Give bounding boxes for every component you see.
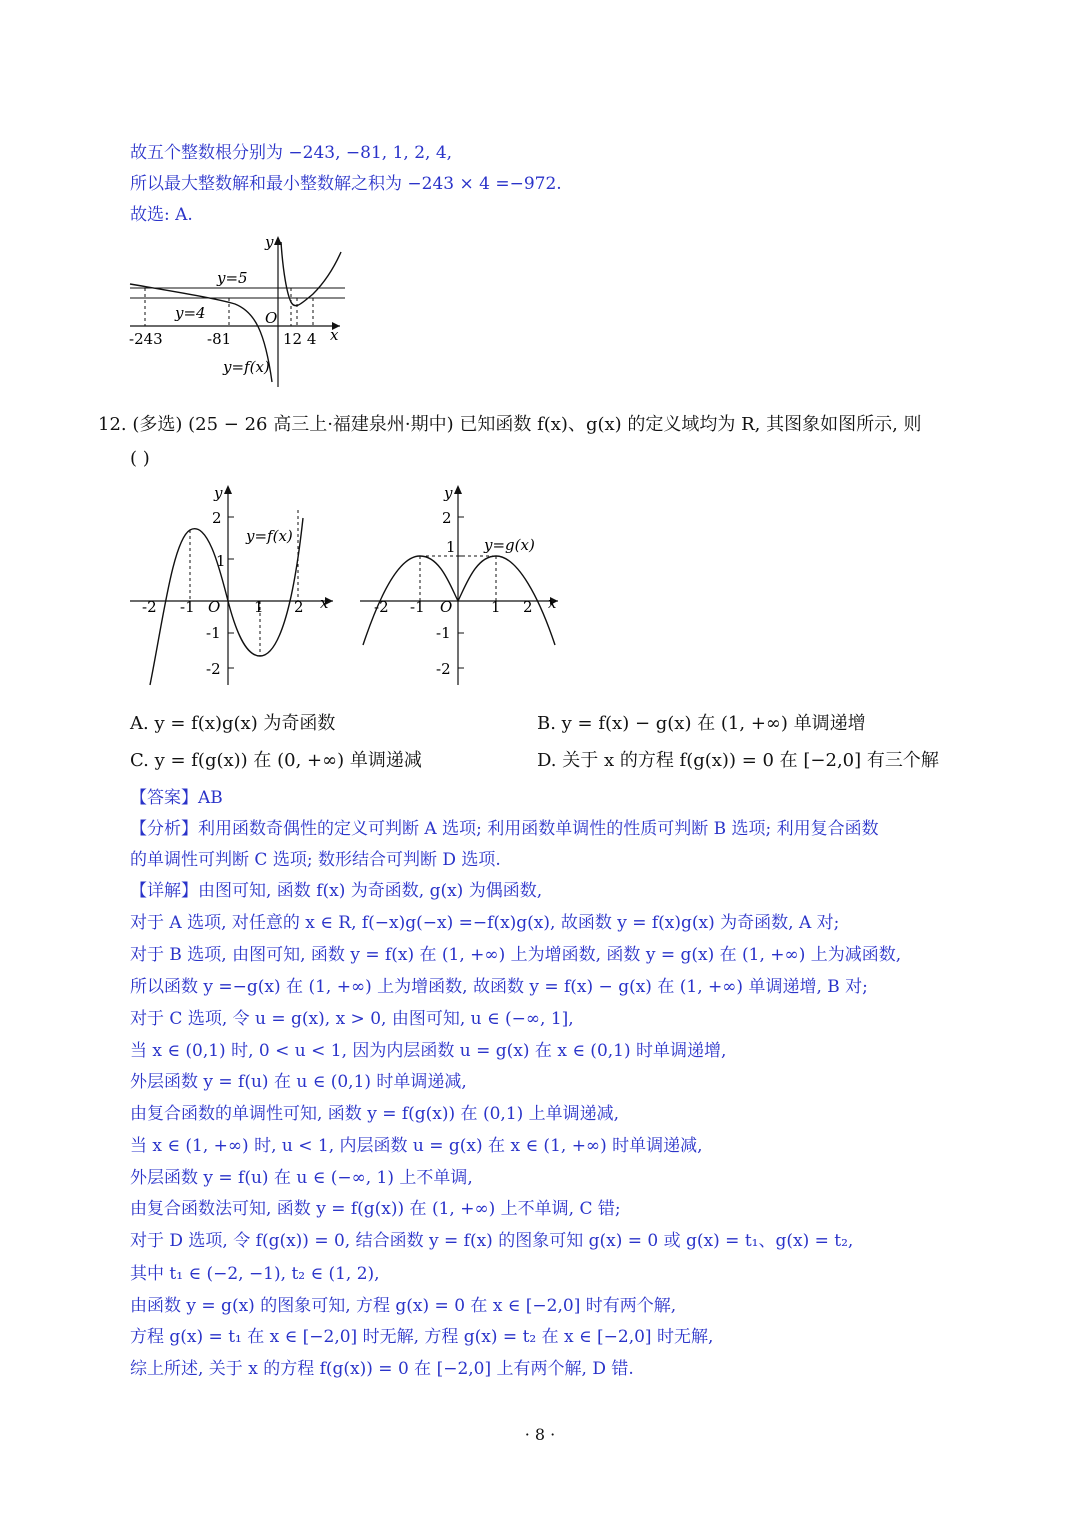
fig-g-ytick-1: 1: [446, 538, 456, 556]
prev-fig-y-label: y: [265, 233, 274, 251]
prev-fig-line-lower: y=4: [175, 304, 206, 322]
solution-line-16: 其中 t₁ ∈ (−2, −1), t₂ ∈ (1, 2),: [130, 1264, 380, 1284]
fig-f-ytick-m2: -2: [206, 660, 221, 678]
fig-g-origin: O: [440, 598, 453, 616]
prev-solution-line-3: 故选: A.: [130, 205, 193, 225]
fig-f-curve-label: y=f(x): [246, 527, 293, 545]
prev-fig-x-label: x: [330, 326, 339, 344]
fig-g-ytick-m2: -2: [436, 660, 451, 678]
prev-fig-tick-124: 12 4: [283, 330, 317, 348]
fig-g-ytick-2: 2: [442, 509, 452, 527]
fig-f-origin: O: [208, 598, 221, 616]
fig-f-ytick-2: 2: [212, 509, 222, 527]
solution-line-6: 对于 B 选项, 由图可知, 函数 y = f(x) 在 (1, +∞) 上为增函数, 函数 y = g(x) 在 (1, +∞) 上为减函数,: [130, 945, 902, 965]
solution-line-13: 外层函数 y = f(u) 在 u ∈ (−∞, 1) 上不单调,: [130, 1168, 473, 1188]
prev-fig-line-upper: y=5: [217, 269, 248, 287]
prev-fig-tick-m81: -81: [207, 330, 232, 348]
fig-g-xtick-m2: -2: [374, 598, 389, 616]
prev-figure: [125, 232, 355, 392]
fig-f-y-label: y: [214, 484, 223, 502]
fig-g-curve-label: y=g(x): [484, 536, 535, 554]
fig-f-ytick-m1: -1: [206, 624, 221, 642]
solution-line-10: 外层函数 y = f(u) 在 u ∈ (0,1) 时单调递减,: [130, 1072, 467, 1092]
answer-paren: ( ): [130, 448, 150, 469]
prev-fig-tick-m243: -243: [129, 330, 163, 348]
fig-g-ytick-m1: -1: [436, 624, 451, 642]
question-stem: 12. (多选) (25 − 26 高三上·福建泉州·期中) 已知函数 f(x)、g(x) 的定义域均为 R, 其图象如图所示, 则: [98, 414, 922, 435]
figure-f: [128, 480, 343, 690]
fig-f-xtick-m2: -2: [142, 598, 157, 616]
solution-line-19: 综上所述, 关于 x 的方程 f(g(x)) = 0 在 [−2,0] 上有两个解, D 错.: [130, 1359, 634, 1379]
solution-line-7: 所以函数 y =−g(x) 在 (1, +∞) 上为增函数, 故函数 y = f(x) − g(x) 在 (1, +∞) 单调递增, B 对;: [130, 977, 868, 997]
prev-solution-line-1: 故五个整数根分别为 −243, −81, 1, 2, 4,: [130, 143, 453, 163]
prev-fig-curve-label: y=f(x): [223, 358, 270, 376]
page-number: · 8 ·: [524, 1425, 556, 1444]
solution-line-9: 当 x ∈ (0,1) 时, 0 < u < 1, 因为内层函数 u = g(x) 在 x ∈ (0,1) 时单调递增,: [130, 1041, 727, 1061]
solution-line-15: 对于 D 选项, 令 f(g(x)) = 0, 结合函数 y = f(x) 的图象可知 g(x) = 0 或 g(x) = t₁、g(x) = t₂,: [130, 1231, 854, 1251]
option-a: A. y = f(x)g(x) 为奇函数: [130, 713, 336, 734]
fig-g-xtick-2: 2: [523, 598, 533, 616]
solution-line-4: 【详解】由图可知, 函数 f(x) 为奇函数, g(x) 为偶函数,: [130, 881, 543, 901]
fig-g-y-label: y: [444, 484, 453, 502]
solution-line-2: 【分析】利用函数奇偶性的定义可判断 A 选项; 利用函数单调性的性质可判断 B 选项; 利用复合函数: [130, 819, 879, 839]
fig-f-ytick-1: 1: [216, 552, 226, 570]
solution-line-8: 对于 C 选项, 令 u = g(x), x > 0, 由图可知, u ∈ (−∞, 1],: [130, 1009, 574, 1029]
fig-f-xtick-2: 2: [294, 598, 304, 616]
prev-fig-origin: O: [265, 309, 278, 327]
fig-g-xtick-1: 1: [491, 598, 501, 616]
fig-g-x-label: x: [548, 594, 557, 612]
fig-g-xtick-m1: -1: [410, 598, 425, 616]
solution-line-18: 方程 g(x) = t₁ 在 x ∈ [−2,0] 时无解, 方程 g(x) = t₂ 在 x ∈ [−2,0] 时无解,: [130, 1327, 714, 1347]
solution-line-12: 当 x ∈ (1, +∞) 时, u < 1, 内层函数 u = g(x) 在 x ∈ (1, +∞) 时单调递减,: [130, 1136, 703, 1156]
solution-line-17: 由函数 y = g(x) 的图象可知, 方程 g(x) = 0 在 x ∈ [−2,0] 时有两个解,: [130, 1296, 677, 1316]
option-c: C. y = f(g(x)) 在 (0, +∞) 单调递减: [130, 750, 422, 771]
figure-g: [358, 480, 563, 690]
option-b: B. y = f(x) − g(x) 在 (1, +∞) 单调递增: [537, 713, 866, 734]
prev-solution-line-2: 所以最大整数解和最小整数解之积为 −243 × 4 =−972.: [130, 174, 562, 194]
fig-f-xtick-1: 1: [254, 598, 264, 616]
option-d: D. 关于 x 的方程 f(g(x)) = 0 在 [−2,0] 有三个解: [537, 750, 939, 771]
fig-f-x-label: x: [320, 594, 329, 612]
solution-line-14: 由复合函数法可知, 函数 y = f(g(x)) 在 (1, +∞) 上不单调, C 错;: [130, 1199, 621, 1219]
solution-line-3: 的单调性可判断 C 选项; 数形结合可判断 D 选项.: [130, 850, 501, 870]
solution-line-5: 对于 A 选项, 对任意的 x ∈ R, f(−x)g(−x) =−f(x)g(x), 故函数 y = f(x)g(x) 为奇函数, A 对;: [130, 913, 840, 933]
solution-line-1: 【答案】AB: [130, 788, 223, 808]
fig-f-xtick-m1: -1: [180, 598, 195, 616]
solution-line-11: 由复合函数的单调性可知, 函数 y = f(g(x)) 在 (0,1) 上单调递减,: [130, 1104, 620, 1124]
